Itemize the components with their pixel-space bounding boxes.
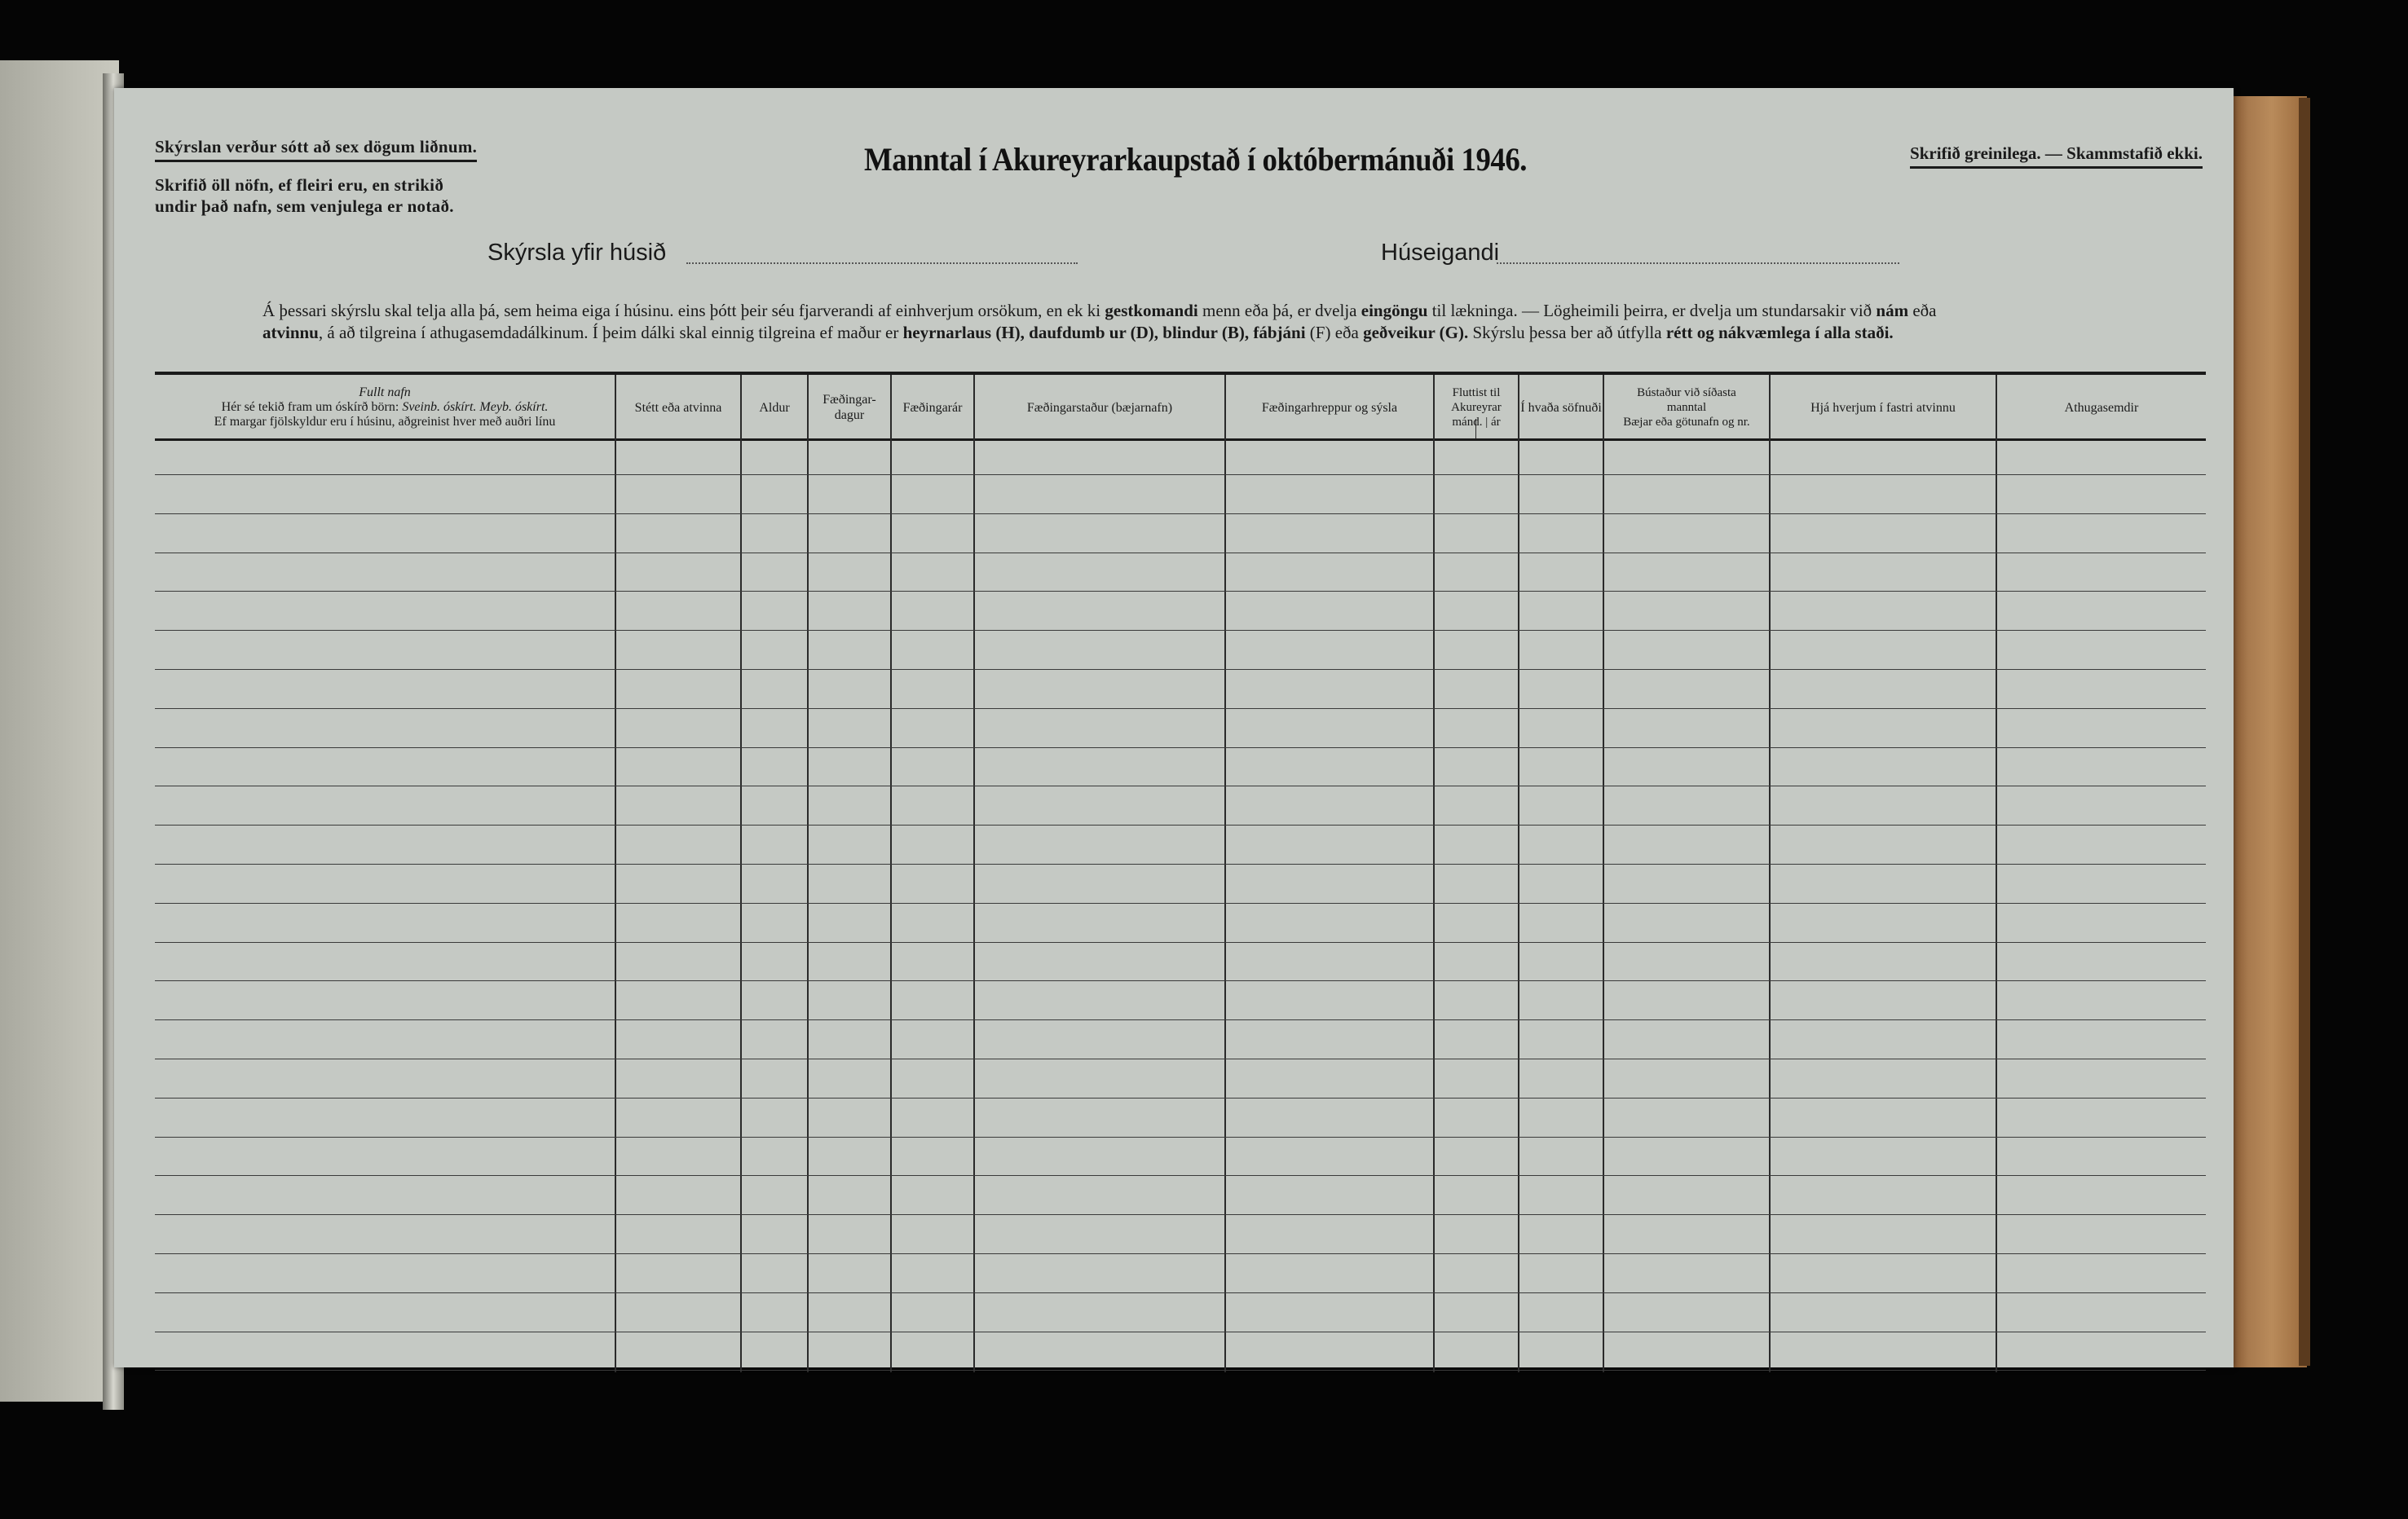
header-last-residence: Bústaður við síðasta manntal Bæjar eða götunafn og nr. xyxy=(1623,386,1750,429)
header-employer: Hjá hverjum í fastri atvinnu xyxy=(1810,400,1956,415)
column-divider xyxy=(1769,375,1771,1372)
table-header-rule xyxy=(155,438,2206,441)
header-birthplace: Fæðingarstaður (bæjarnafn) xyxy=(1026,400,1173,415)
column-divider xyxy=(1603,375,1604,1372)
form-title: Manntal í Akureyrarkaupstað í októbermánuði 1946. xyxy=(864,141,1528,178)
column-divider xyxy=(740,375,742,1372)
header-remarks: Athugasemdir xyxy=(2064,400,2139,415)
table-row[interactable] xyxy=(155,1137,2206,1138)
cardboard-edge xyxy=(2299,98,2310,1366)
table-row[interactable] xyxy=(155,825,2206,826)
owner-field-label: Húseigandi xyxy=(1381,240,1500,266)
header-full-name: Fullt nafn Hér sé tekið fram um óskírð börn: Sveinb. óskírt. Meyb. óskírt. Ef margar fjölskyldur eru í húsinu, aðgreinist hver með auðri línu xyxy=(214,385,556,429)
instructions-text xyxy=(262,300,2137,344)
header-birth-day: Fæðingar-dagur xyxy=(823,393,876,422)
table-row[interactable] xyxy=(155,708,2206,709)
table-row[interactable] xyxy=(155,1214,2206,1215)
moved-subdivider xyxy=(1475,419,1476,438)
column-divider xyxy=(1224,375,1226,1372)
cardboard-backing xyxy=(2229,96,2307,1367)
table-row[interactable] xyxy=(155,513,2206,514)
notice-names: Skrifið öll nöfn, ef fleiri eru, en strikið undir það nafn, sem venjulega er notað. xyxy=(155,175,454,216)
header-congregation: Í hvaða söfnuði xyxy=(1520,400,1602,415)
header-occupation: Stétt eða atvinna xyxy=(634,400,722,415)
column-divider xyxy=(1996,375,1997,1372)
table-row[interactable] xyxy=(155,630,2206,631)
table-row[interactable] xyxy=(155,1253,2206,1254)
table-row[interactable] xyxy=(155,1370,2206,1371)
table-row[interactable] xyxy=(155,591,2206,592)
column-divider xyxy=(973,375,975,1372)
house-field-line[interactable] xyxy=(686,262,1078,264)
header-birth-parish: Fæðingarhreppur og sýsla xyxy=(1261,400,1398,415)
header-birth-year: Fæðingarár xyxy=(902,400,963,415)
table-row[interactable] xyxy=(155,903,2206,904)
table-row[interactable] xyxy=(155,747,2206,748)
column-divider xyxy=(890,375,892,1372)
table-row[interactable] xyxy=(155,980,2206,981)
table-row[interactable] xyxy=(155,474,2206,475)
table-row[interactable] xyxy=(155,864,2206,865)
table-top-rule xyxy=(155,372,2206,375)
table-row[interactable] xyxy=(155,1098,2206,1099)
table-row[interactable] xyxy=(155,1292,2206,1293)
census-table xyxy=(155,372,2206,1372)
table-row[interactable] xyxy=(155,669,2206,670)
notice-collection: Skýrslan verður sótt að sex dögum liðnum. xyxy=(155,137,477,162)
left-page xyxy=(0,60,119,1402)
notice-legibility: Skrifið greinilega. — Skammstafið ekki. xyxy=(1910,143,2203,169)
instructions-line-1: Á þessari skýrslu skal telja alla þá, sem heima eiga í húsinu. eins þótt þeir séu fjarverandi af einhverjum orsökum, en ek ki gestkomandi menn eða þá, er dvelja eingöngu til lækninga. — Lögheimili þeirra, er dvelja um stundarsakir við nám eða xyxy=(262,301,1937,320)
header-moved-to: Fluttist til Akureyrar mánd. | ár xyxy=(1451,386,1502,429)
house-field-label: Skýrsla yfir húsið xyxy=(487,240,667,266)
table-row[interactable] xyxy=(155,1175,2206,1176)
table-row[interactable] xyxy=(155,942,2206,943)
column-divider xyxy=(807,375,809,1372)
column-divider xyxy=(1518,375,1519,1372)
instructions-line-2: atvinnu, á að tilgreina í athugasemdadálkinum. Í þeim dálki skal einnig tilgreina ef maður er heyrnarlaus (H), daufdumb ur (D), blindur (B), fábjáni (F) eða geðveikur (G). Skýrslu þessa ber að útfylla rétt og nákvæmlega í alla staði. xyxy=(262,323,1894,342)
column-divider xyxy=(1433,375,1435,1372)
header-age: Aldur xyxy=(759,400,790,415)
owner-field-line[interactable] xyxy=(1497,262,1899,264)
column-divider xyxy=(615,375,616,1372)
table-row[interactable] xyxy=(155,1019,2206,1020)
